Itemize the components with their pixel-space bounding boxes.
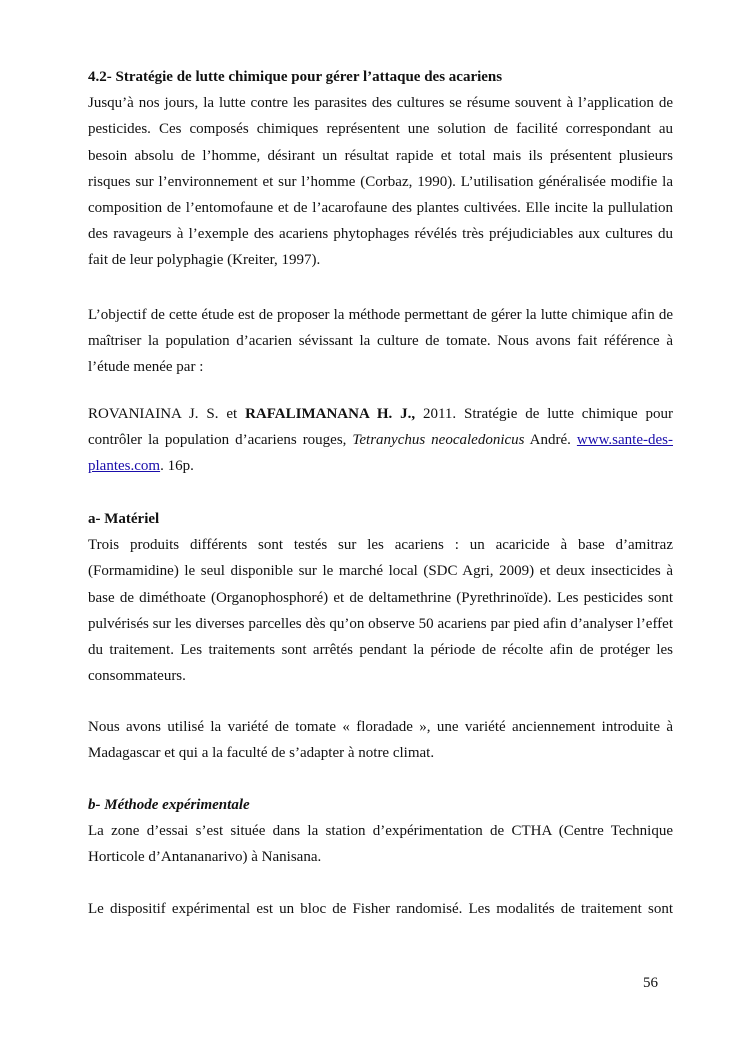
subsection-title: a- Matériel	[88, 511, 160, 527]
reference-text: André.	[529, 432, 571, 449]
reference-line-3	[88, 453, 673, 479]
page-number: 56	[643, 975, 658, 991]
paragraph-line: maîtriser la population d’acarien sévissant la culture de tomate. Nous avons fait référence à	[88, 333, 673, 350]
reference-author: ROVANIAINA J. S. et	[88, 406, 238, 422]
paragraph-line: Trois produits différents sont testés sur les acariens : un acaricide à base d’amitraz	[88, 537, 673, 554]
paragraph-line: (Formamidine) le seul disponible sur le marché local (SDC Agri, 2009) et deux insecticides à	[88, 563, 673, 580]
paragraph-line: L’objectif de cette étude est de proposer la méthode permettant de gérer la lutte chimique afin de	[88, 307, 673, 323]
materiel-section	[88, 506, 673, 689]
paragraph-line: risques sur l’environnement et sur l’homme (Corbaz, 1990). L’utilisation généralisée modifie la	[88, 173, 673, 190]
subsection-title: b- Méthode expérimentale	[88, 797, 250, 813]
paragraph-line: Madagascar et qui a la faculté de s’adapter à notre climat.	[88, 745, 435, 762]
paragraph-line: fait de leur polyphagie (Kreiter, 1997).	[88, 252, 321, 269]
reference-link[interactable]: plantes.com	[88, 458, 161, 475]
reference	[88, 401, 673, 480]
paragraph-line: pesticides. Ces composés chimiques représentent une solution de facilité correspondant au	[88, 121, 673, 138]
variete-paragraph	[88, 714, 673, 766]
dispositif-paragraph	[88, 896, 673, 922]
reference-text: . 16p.	[160, 458, 194, 475]
paragraph-line: du traitement. Les traitements sont arrêtés pendant la période de récolte afin de protéger les	[88, 642, 673, 659]
paragraph-line: besoin absolu de l’homme, désirant un résultat rapide et total mais ils présentent plusieurs	[88, 147, 673, 164]
species-name: Tetranychus neocaledonicus	[352, 432, 525, 449]
reference-text: contrôler la population d’acariens rouges,	[88, 432, 347, 449]
paragraph-line: des ravageurs à l’exemple des acariens phytophages révélés très préjudiciables aux cultures du	[88, 226, 673, 243]
reference-title: 2011. Stratégie de lutte chimique pour	[422, 406, 673, 422]
paragraph-line: Le dispositif expérimental est un bloc de Fisher randomisé. Les modalités de traitement sont	[88, 901, 673, 917]
paragraph-line: base de diméthoate (Organophosphoré) et de deltamethrine (Pyrethrinoïde). Les pesticides sont	[88, 589, 673, 606]
paragraph-line: composition de l’entomofaune et de l’acarofaune des plantes cultivées. Elle incite la pullulation	[88, 200, 673, 217]
paragraph-line: Nous avons utilisé la variété de tomate « floradade », une variété anciennement introduite à	[88, 719, 673, 735]
section-4-2	[88, 64, 673, 274]
paragraph-line: consommateurs.	[88, 668, 186, 685]
reference-line-2	[88, 427, 673, 453]
paragraph-line: Jusqu’à nos jours, la lutte contre les parasites des cultures se résume souvent à l’application de	[88, 95, 673, 112]
reference-link[interactable]: www.sante-des-	[576, 432, 673, 449]
section-title: 4.2- Stratégie de lutte chimique pour gérer l’attaque des acariens	[88, 69, 503, 85]
objective-paragraph	[88, 302, 673, 381]
paragraph-line: Horticole d’Antananarivo) à Nanisana.	[88, 849, 322, 866]
paragraph-line: La zone d’essai s’est située dans la station d’expérimentation de CTHA (Centre Technique	[88, 823, 673, 840]
reference-author-bold: RAFALIMANANA H. J.,	[245, 406, 416, 422]
paragraph-line: l’étude menée par :	[88, 359, 204, 376]
reference-line-1	[88, 401, 673, 427]
methode-section	[88, 792, 673, 871]
paragraph-line: pulvérisés sur les diverses parcelles dès qu’on observe 50 acariens par pied afin d’analyser l’effet	[88, 615, 673, 632]
